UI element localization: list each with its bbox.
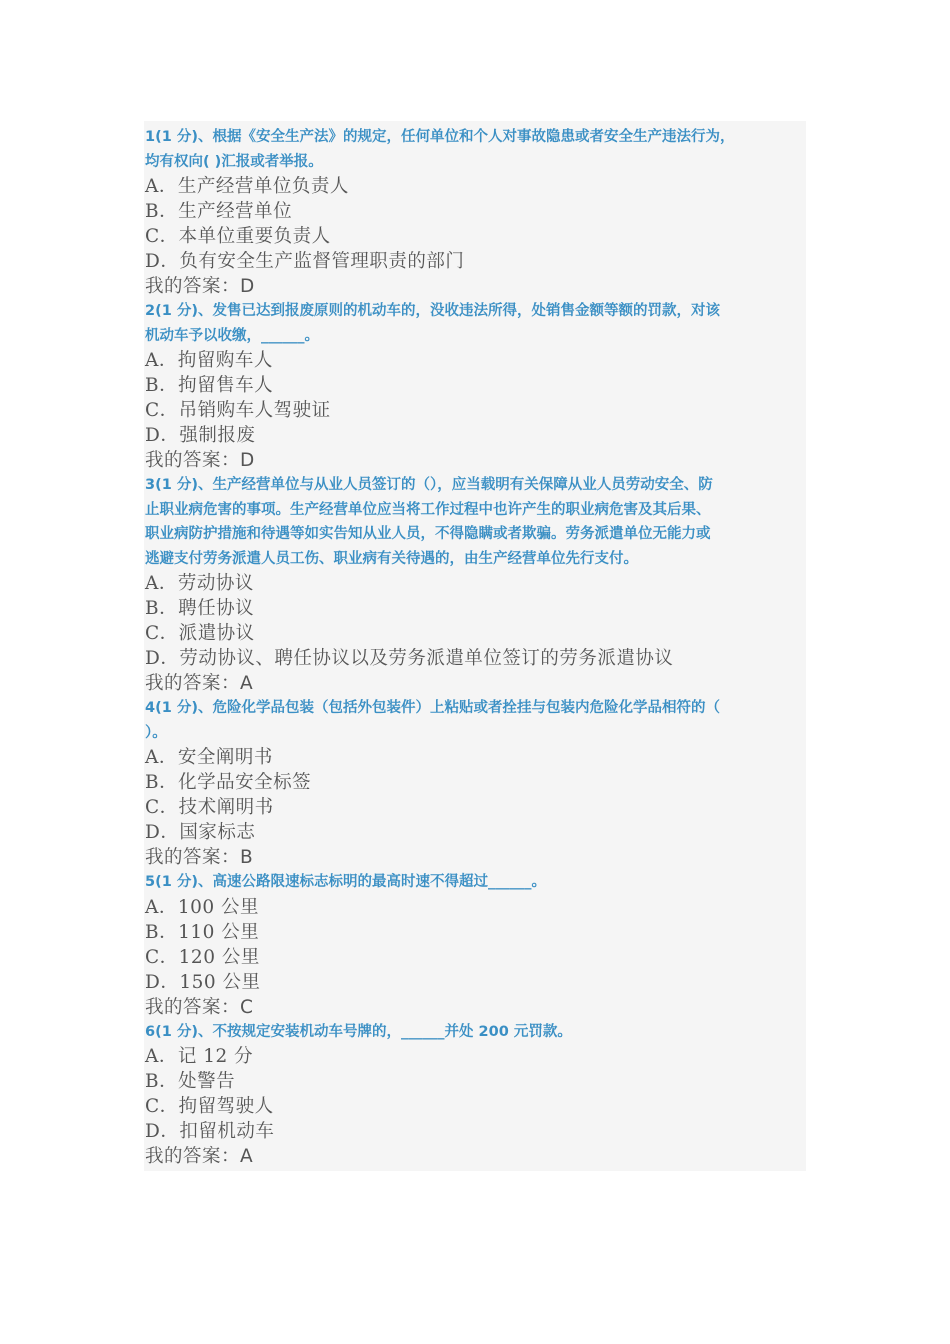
option-d: D．150 公里 [145, 971, 261, 993]
option-a: A．100 公里 [145, 896, 260, 918]
question-title-line: 2(1 分)、发售已达到报废原则的机动车的，没收违法所得，处销售金额等额的罚款，对该 [145, 303, 720, 319]
question-title [145, 299, 806, 348]
question-title-line: 1(1 分)、根据《安全生产法》的规定，任何单位和个人对事故隐患或者安全生产违法行为， [145, 129, 735, 145]
my-answer [145, 671, 806, 696]
option-c: C．120 公里 [145, 946, 260, 968]
option-a: A．拘留购车人 [145, 350, 273, 371]
option-d: D．劳动协议、聘任协议以及劳务派遣单位签订的劳务派遣协议 [145, 648, 674, 669]
answer-label: 我的答案： [145, 1146, 241, 1167]
option-a: A．生产经营单位负责人 [145, 176, 349, 197]
answer-value: B [240, 847, 254, 868]
my-answer [145, 448, 806, 473]
question-title-line: 3(1 分)、生产经营单位与从业人员签订的（），应当载明有关保障从业人员劳动安全、防 [145, 477, 713, 493]
question-title-line: 职业病防护措施和待遇等如实告知从业人员，不得隐瞒或者欺骗。劳务派遣单位无能力或 [145, 526, 711, 542]
question-3 [145, 473, 806, 696]
option-c: C．拘留驾驶人 [145, 1096, 274, 1117]
question-title [145, 125, 806, 174]
option-a: A．劳动协议 [145, 573, 254, 594]
question-title-line: ）。 [145, 724, 167, 741]
answer-label: 我的答案： [145, 847, 241, 868]
my-answer [145, 1144, 806, 1169]
option-b: B．110 公里 [145, 921, 260, 943]
question-5 [145, 870, 806, 1020]
option-c: C．吊销购车人驾驶证 [145, 400, 331, 421]
option-d: D．国家标志 [145, 822, 256, 843]
question-title [145, 870, 806, 895]
question-4 [145, 696, 806, 870]
question-title-line: 机动车予以收缴，______。 [145, 327, 319, 344]
question-title-line: 逃避支付劳务派遣人员工伤、职业病有关待遇的，由生产经营单位先行支付。 [145, 550, 638, 567]
answer-label: 我的答案： [145, 996, 241, 1018]
option-c: C．本单位重要负责人 [145, 226, 331, 247]
question-title [145, 1020, 806, 1045]
option-b: B．化学品安全标签 [145, 772, 312, 793]
question-title-line: 4(1 分)、危险化学品包装（包括外包装件）上粘贴或者拴挂与包装内危险化学品相符的（ [145, 700, 720, 716]
option-c: C．技术阐明书 [145, 797, 274, 818]
option-b: B．聘任协议 [145, 598, 255, 619]
question-title-line: 均有权向( )汇报或者举报。 [145, 153, 323, 170]
answer-value: A [240, 673, 254, 694]
option-d: D．负有安全生产监督管理职责的部门 [145, 251, 465, 272]
option-b: B．拘留售车人 [145, 375, 274, 396]
question-title-line: 5(1 分)、高速公路限速标志标明的最高时速不得超过______。 [145, 874, 546, 890]
answer-value: A [240, 1146, 254, 1167]
question-title [145, 696, 806, 745]
answer-label: 我的答案： [145, 276, 241, 297]
option-a: A．安全阐明书 [145, 747, 273, 768]
answer-label: 我的答案： [145, 673, 241, 694]
question-title-line: 6(1 分)、不按规定安装机动车号牌的，______并处 200 元罚款。 [145, 1023, 572, 1040]
my-answer [145, 995, 806, 1020]
option-d: D．扣留机动车 [145, 1121, 275, 1142]
question-title-line: 止职业病危害的事项。生产经营单位应当将工作过程中也许产生的职业病危害及其后果、 [145, 501, 711, 518]
question-6 [145, 1020, 806, 1170]
quiz-panel [144, 121, 806, 1171]
my-answer [145, 845, 806, 870]
option-a: A．记 12 分 [145, 1046, 254, 1067]
question-1 [145, 125, 806, 299]
option-d: D．强制报废 [145, 425, 256, 446]
my-answer [145, 274, 806, 299]
answer-value: D [240, 450, 255, 471]
question-title [145, 473, 806, 571]
question-2 [145, 299, 806, 473]
answer-value: C [240, 996, 254, 1018]
option-c: C．派遣协议 [145, 623, 255, 644]
option-b: B．生产经营单位 [145, 201, 293, 222]
answer-value: D [240, 276, 255, 297]
answer-label: 我的答案： [145, 450, 241, 471]
option-b: B．处警告 [145, 1071, 236, 1092]
